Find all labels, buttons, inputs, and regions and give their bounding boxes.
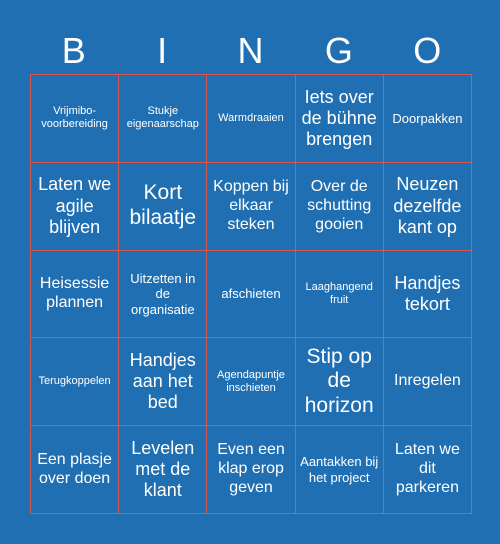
- bingo-cell[interactable]: Over de schutting gooien: [296, 163, 384, 251]
- header-letter-n: N: [237, 30, 265, 71]
- bingo-cell[interactable]: Heisessie plannen: [31, 251, 119, 339]
- bingo-cell[interactable]: Uitzetten in de organisatie: [119, 251, 207, 339]
- header-letter-o: O: [413, 30, 443, 71]
- bingo-cell[interactable]: Handjes aan het bed: [119, 338, 207, 426]
- bingo-cell[interactable]: Levelen met de klant: [119, 426, 207, 514]
- bingo-cell[interactable]: Agendapuntje inschieten: [207, 338, 295, 426]
- bingo-cell[interactable]: Stip op de horizon: [296, 338, 384, 426]
- bingo-cell[interactable]: Stukje eigenaarschap: [119, 75, 207, 163]
- bingo-cell[interactable]: Iets over de bühne brengen: [296, 75, 384, 163]
- bingo-cell[interactable]: Warmdraaien: [207, 75, 295, 163]
- bingo-cell[interactable]: Koppen bij elkaar steken: [207, 163, 295, 251]
- bingo-cell[interactable]: Kort bilaatje: [119, 163, 207, 251]
- bingo-cell[interactable]: Doorpakken: [384, 75, 472, 163]
- bingo-cell[interactable]: Handjes tekort: [384, 251, 472, 339]
- bingo-cell[interactable]: Laten we dit parkeren: [384, 426, 472, 514]
- bingo-cell[interactable]: Terugkoppelen: [31, 338, 119, 426]
- bingo-cell[interactable]: Inregelen: [384, 338, 472, 426]
- bingo-cell[interactable]: Neuzen dezelfde kant op: [384, 163, 472, 251]
- header-letter-i: I: [157, 30, 169, 71]
- bingo-header: [30, 28, 472, 74]
- bingo-cell[interactable]: Even een klap erop geven: [207, 426, 295, 514]
- bingo-cell[interactable]: Laten we agile blijven: [31, 163, 119, 251]
- bingo-cell[interactable]: Een plasje over doen: [31, 426, 119, 514]
- header-letter-g: G: [324, 30, 354, 71]
- bingo-cell[interactable]: Aantakken bij het project: [296, 426, 384, 514]
- header-letter-b: B: [61, 30, 87, 71]
- bingo-cell[interactable]: afschieten: [207, 251, 295, 339]
- bingo-cell[interactable]: Laaghangend fruit: [296, 251, 384, 339]
- bingo-grid: [30, 74, 472, 514]
- bingo-cell[interactable]: Vrijmibo-voorbereiding: [31, 75, 119, 163]
